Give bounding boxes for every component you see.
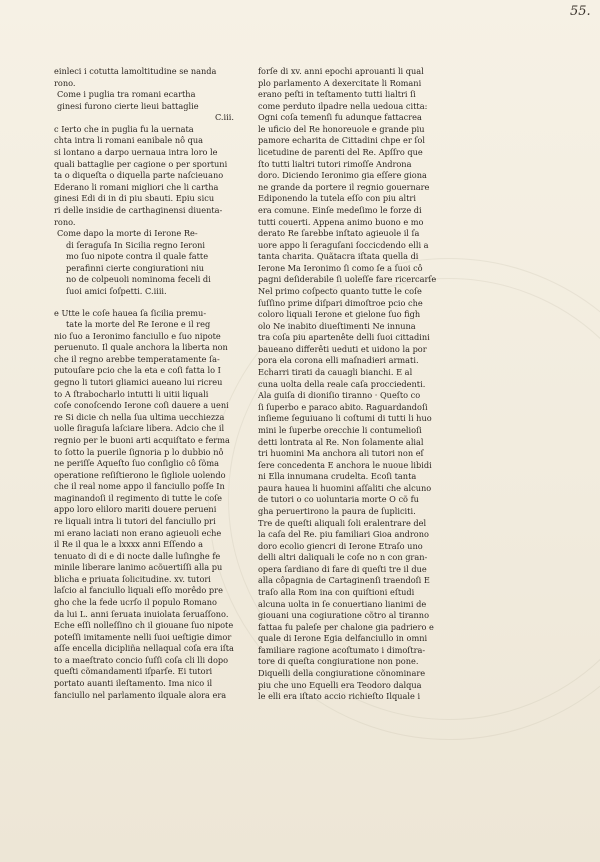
text-line: ſuoi amici ſoſpetti. C.iiii. bbox=[66, 285, 167, 296]
text-line: erano peſti in teſtamento tutti lialtri ſi bbox=[258, 89, 416, 100]
text-line: plo parlamento A dexercitate li Romani bbox=[258, 77, 422, 88]
text-line: Ediponendo la tutela eſſo con piu altri bbox=[258, 193, 416, 204]
text-column-right bbox=[258, 66, 442, 703]
text-line: no de colpeuoli nominoma feceli di bbox=[66, 274, 211, 285]
text-line: la caſa del Re. piu familiari Gioa androno bbox=[258, 529, 429, 540]
text-line: mi erano laciati non erano agieuoli eche bbox=[54, 527, 222, 538]
text-line: blicha e priuata ſolicitudine. xv. tutori bbox=[54, 573, 211, 584]
text-line: putouſare pcio che la eta e coſi fatta lo I bbox=[54, 365, 221, 376]
text-line: portato auanti ileſtamento. Ima nico il bbox=[54, 678, 213, 689]
text-line: pamore echarita de Cittadini chpe er ſol bbox=[258, 135, 425, 146]
text-line: perafinni cierte congiurationi niu bbox=[66, 262, 205, 273]
text-line: tore di queſta congiuratione non pone. bbox=[258, 656, 419, 667]
text-line: to A ſtrabocharlo intutti li uitii liquali bbox=[54, 388, 209, 399]
text-line: nio ſuo a Ieronimo fanciullo e ſuo nipote bbox=[54, 330, 221, 341]
text-line: cuna uolta della reale caſa procciedenti. bbox=[258, 378, 426, 389]
text-line: aſſe encella dicipliña nellaqual coſa era iſta bbox=[54, 643, 234, 654]
text-line: Eche eſſi nolleſſino ch il giouane ſuo nipote bbox=[54, 620, 234, 631]
text-line: mo ſuo nipote contra il quale fatte bbox=[66, 251, 209, 262]
text-line: le elli era iſtato accio richieſto Ilquale i bbox=[258, 691, 421, 702]
text-line: tanta charita. Quãtacra iſtata quella di bbox=[258, 251, 419, 262]
text-line: ni Ella innumana crudelta. Ecoſi tanta bbox=[258, 471, 417, 482]
text-line: come perduto ilpadre nella uedoua citta: bbox=[258, 100, 428, 111]
text-line: tenuato di di e di nocte dalle luſinghe fe bbox=[54, 550, 221, 561]
text-line: le uficio del Re honoreuole e grande piu bbox=[258, 123, 425, 134]
text-line: Ierone Ma Ieronimo ſi como ſe a ſuoi cô bbox=[258, 262, 423, 273]
text-line: traſo alla Rom ina con quiſtioni eſtudi bbox=[258, 587, 415, 598]
text-line: Nel primo coſpecto quanto tutte le coſe bbox=[258, 285, 422, 296]
text-line: to ſotto la puerile ſignoria p lo dubbio nô bbox=[54, 446, 224, 457]
text-line: re Si dicie ch nella ſua ultima uecchiezza bbox=[54, 411, 225, 422]
text-line: operatione reſiſtierono le ſigliole uolendo bbox=[54, 469, 226, 480]
text-line: regnio per le buoni arti acquiſtato e ferma bbox=[54, 434, 230, 445]
text-line: era comune. Einſe medeſimo le forze di bbox=[258, 204, 422, 215]
text-line: ſere concedenta E anchora le nuoue libidi bbox=[258, 459, 432, 470]
text-line: tri huomini Ma anchora ali tutori non eſ bbox=[258, 448, 424, 459]
text-line: Ogni coſa temenſi fu adunque fattacrea bbox=[258, 112, 422, 123]
text-line: pagni deſiderabile ſi uoleſſe fare ricercarſe bbox=[258, 274, 437, 285]
text-line: rono. bbox=[54, 77, 76, 88]
text-line: tate la morte del Re Ierone e il reg bbox=[66, 319, 211, 330]
text-line: quale di Ierone Egia delfanciullo in omni bbox=[258, 633, 428, 644]
text-line: derato Re ſarebbe inſtato agieuole il ſa bbox=[258, 228, 420, 239]
text-line: C.iii. bbox=[214, 112, 234, 123]
text-line: il Re il qua le a lxxxx anni Eſſendo a bbox=[54, 539, 203, 550]
text-line: Diquelli della congiuratione cõnominare bbox=[258, 668, 426, 679]
text-line: ginesi furono cierte lieui battaglie bbox=[57, 100, 199, 111]
text-line: uore appo li ſeraguſani ſoccicdendo elli a bbox=[258, 239, 429, 250]
text-line: doro ecolio giencri di Ierone Etraſo uno bbox=[258, 540, 423, 551]
text-line: forſe di xv. anni epochi aprouanti li qual bbox=[258, 66, 424, 76]
text-line: to a maeſtrato concio ſuſſi coſa cli lli dopo bbox=[54, 654, 229, 665]
text-line: pora ela corona elli maſnadieri armati. bbox=[258, 355, 419, 366]
text-line: ta o diqueſta o diquella parte naſcieuano bbox=[54, 170, 224, 181]
text-line: ne grande da portere il regnio gouernare bbox=[258, 181, 430, 192]
text-line: giouani una cogiuratione cõtro al tiranno bbox=[258, 610, 430, 621]
text-line: familiare ragione acoſtumato i dimoſtra- bbox=[258, 644, 426, 655]
text-line: Come dapo la morte di Ierone Re- bbox=[57, 228, 198, 239]
text-line: gegno li tutori gliamici aueano lui ricreu bbox=[54, 377, 223, 388]
text-line: coſe conoſcendo Ierone coſi dauere a ueni bbox=[54, 400, 229, 411]
text-line: ſuſſino prime diſpari dimoſtroe pcio che bbox=[258, 297, 423, 308]
text-line: einleci i cotutta lamoltitudine se nanda bbox=[54, 66, 217, 76]
text-line: re liquali intra li tutori del fanciullo pri bbox=[54, 515, 216, 526]
text-line: fattaa fu paleſe per chalone gia padriero e bbox=[258, 621, 434, 632]
text-line: doro. Diciendo Ieronimo gia eſſere giona bbox=[258, 170, 427, 181]
text-line: alla côpagnia de Cartaginenſi traendoſi E bbox=[258, 575, 430, 586]
text-line: poteſſi imitamente nelli ſuoi ueſtigie dimor bbox=[54, 631, 232, 642]
text-line: uolle ſiraguſa laſciare libera. Adcio che il bbox=[54, 423, 225, 434]
text-line: e Utte le coſe haueа ſa ſicilia premu- bbox=[54, 307, 207, 318]
text-line: alcuna uolta in ſe conuertiano lianimi de bbox=[258, 598, 427, 609]
text-line: queſti cõmandamenti iſparſe. Ei tutori bbox=[54, 666, 213, 677]
text-line: ri delle insidie de carthaginensi diuenta- bbox=[54, 204, 223, 215]
text-line: ſto tutti lialtri tutori rimoſſe Androna bbox=[258, 158, 412, 169]
text-line: detti lontrata al Re. Non ſolamente alial bbox=[258, 436, 424, 447]
folio-number: 55. bbox=[570, 4, 591, 19]
text-line: minile liberare lanimo acõuertiſſi alla pu bbox=[54, 562, 223, 573]
text-line: chta intra li romani eanibale nô qua bbox=[54, 135, 204, 146]
text-line: gho che la fede ucrſo il populo Romano bbox=[54, 597, 217, 608]
text-line: Ala guiſa di dioniſio tiranno · Queſto co bbox=[258, 390, 421, 401]
text-line: olo Ne inabito diueſtimenti Ne innuna bbox=[258, 320, 416, 331]
text-line: Come i puglia tra romani ecartha bbox=[57, 89, 196, 100]
text-line: licetudine de parenti del Re. Apſſro que bbox=[258, 147, 423, 158]
text-line: tutti couerti. Appena animo buono e mo bbox=[258, 216, 424, 227]
text-line: appo loro eliloro mariti douere perueni bbox=[54, 504, 217, 515]
text-line: si lontano a darpo uernaua intra loro le bbox=[54, 147, 218, 158]
text-line: paura haueа li huomini aſſaliti che alcuno bbox=[258, 482, 432, 493]
text-line bbox=[54, 298, 234, 308]
text-line: maginandoſi il regimento di tutte le coſe bbox=[54, 492, 223, 503]
text-line: da lui L. anni ſeruata inuiolata ſeruaſſono. bbox=[54, 608, 229, 619]
text-line: peruenuto. Il quale anchora la liberta non bbox=[54, 342, 228, 353]
text-line: Tre de queſti aliquali ſoli eralentrare del bbox=[258, 517, 427, 528]
text-line: tra coſa piu apartenête delli ſuoi cittadini bbox=[258, 332, 430, 343]
text-line: ginesi Edi di in di piu sbauti. Epiu sicu bbox=[54, 193, 215, 204]
text-line: quali battaglie per cagione o per sportuni bbox=[54, 158, 228, 169]
text-line: rono. bbox=[54, 216, 76, 227]
text-line: coloro liquali Ierone et gielone ſuo figh bbox=[258, 309, 421, 320]
text-line: fanciullo nel parlamento ilquale alora era bbox=[54, 689, 227, 700]
text-line: inſieme ſeguiuano li coſtumi di tutti li huo bbox=[258, 413, 432, 424]
text-line: piu che uno Equelli era Teodoro dalqua bbox=[258, 679, 422, 690]
text-line: Echarri tirati da cauagli bianchi. E al bbox=[258, 367, 413, 378]
text-line: mini le ſuperbe orecchie li contumelioſi bbox=[258, 424, 422, 435]
text-line: ſi ſuperbo e paraco abito. Raguardandoſi bbox=[258, 401, 428, 412]
text-line: gha peruertirono la paura de ſupliciti. bbox=[258, 505, 416, 516]
text-line: di ſeraguſa In Sicilia regno Ieroni bbox=[66, 239, 206, 250]
text-line: che il real nome appo il fanciullo poſſe In bbox=[54, 481, 225, 492]
text-line: opera ſardiano di fare di queſti tre il due bbox=[258, 563, 427, 574]
text-line: che il regno arebbe temperatamente ſa- bbox=[54, 353, 220, 364]
text-line: c Iertо che in puglia fu la uernata bbox=[54, 123, 194, 134]
text-line: ne periſſe Aqueſto ſuo conſiglio cô ſõma bbox=[54, 458, 219, 469]
text-line: delli altri daliquali le coſe no n con gran- bbox=[258, 552, 428, 563]
text-line: de tutori o co uoluntaria morte O cõ fu bbox=[258, 494, 419, 505]
text-column-left bbox=[54, 66, 234, 701]
text-line: baueano differêti ueduti et uidono la por bbox=[258, 343, 427, 354]
text-line: laſcio al fanciullo liquali eſſo morêdo pre bbox=[54, 585, 223, 596]
text-line: Ederano li romani migliori che li cartha bbox=[54, 181, 219, 192]
